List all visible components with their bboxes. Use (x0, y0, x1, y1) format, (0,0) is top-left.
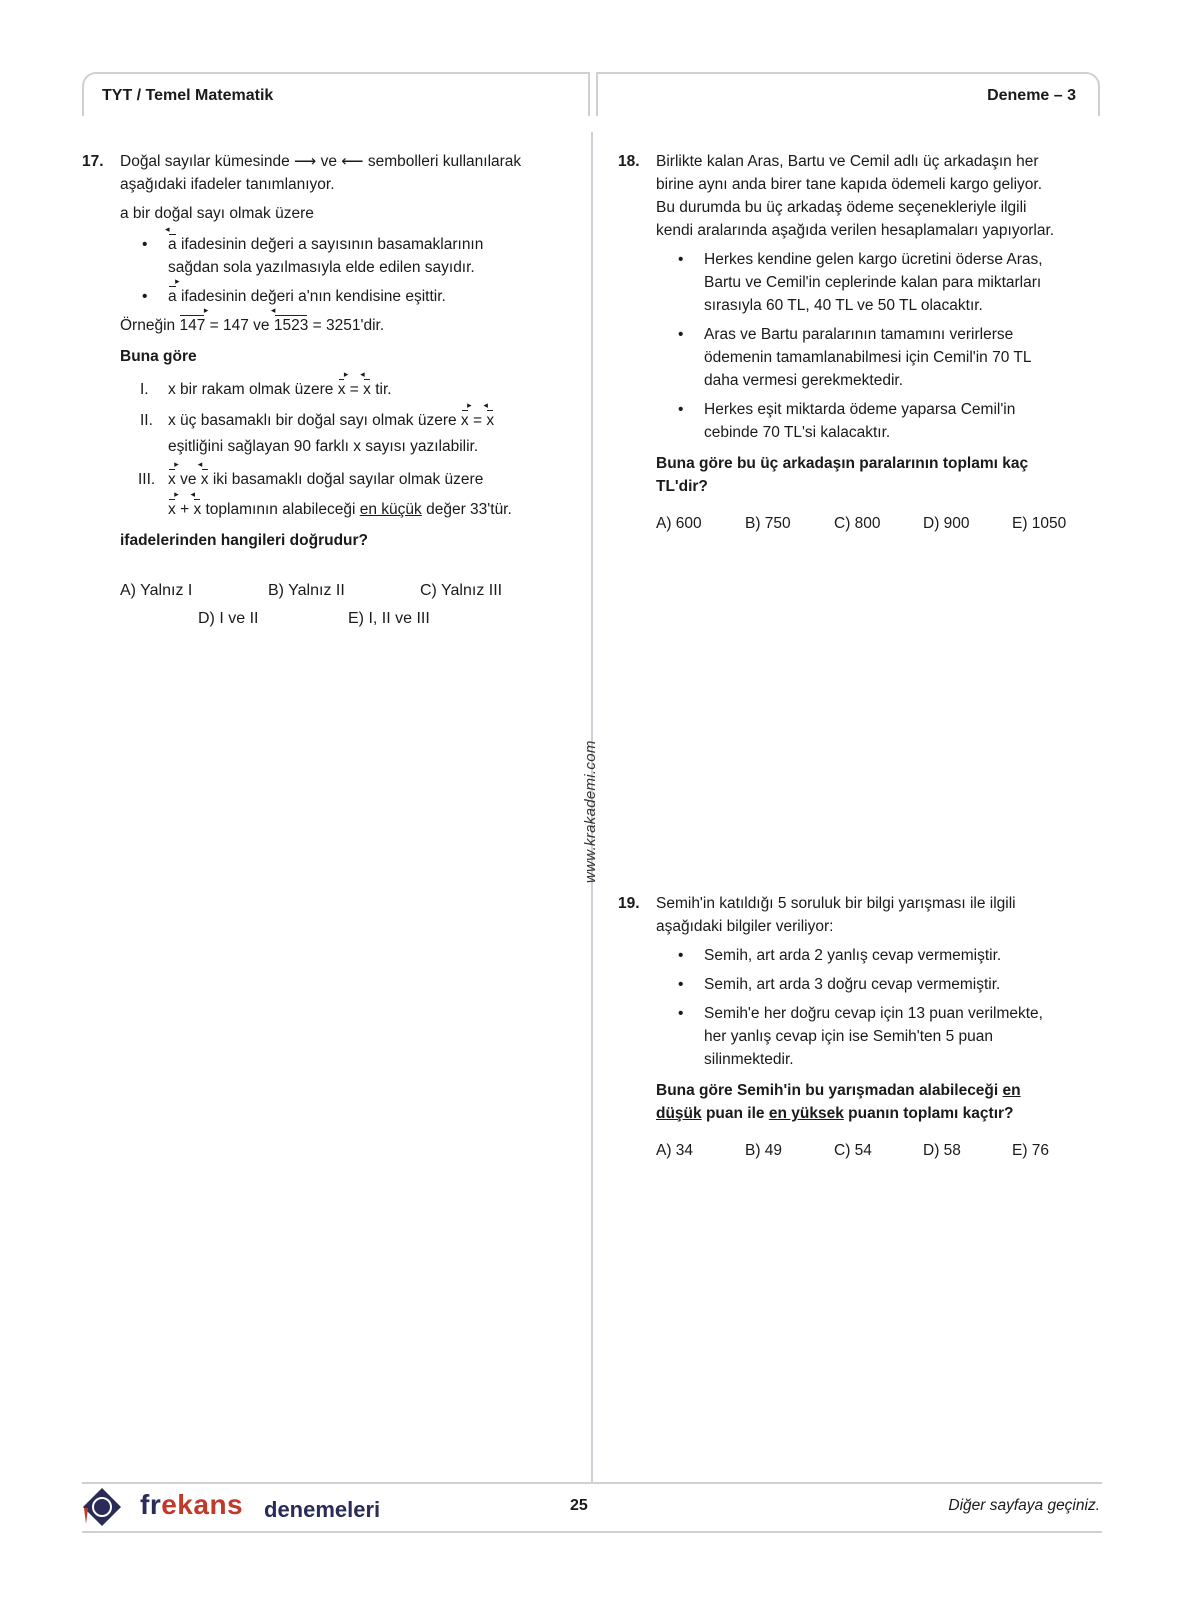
q18-options (656, 512, 1098, 538)
q19-options (656, 1139, 1098, 1165)
q18-bullet-3 (656, 398, 1098, 444)
q19-bullet-3 (656, 1002, 1098, 1071)
q17-example-mid: = 147 ve (209, 317, 270, 334)
brand-name (140, 1489, 243, 1521)
q17-intro-ve: ve (320, 153, 337, 170)
q18-option-b[interactable]: B) 750 (745, 515, 791, 532)
q19-q-underline-2: en yüksek (768, 1105, 844, 1122)
brand-name-a: fr (140, 1489, 162, 1520)
q17-example-n1: 147 ▸ (179, 314, 205, 337)
question-number: 19. (618, 895, 640, 912)
q18-p3: Bu durumda bu üç arkadaş ödeme seçenekleriyle ilgili (656, 199, 1027, 216)
q17-s3-x1: x ▸ (168, 468, 176, 491)
q19-option-e[interactable]: E) 76 (1012, 1142, 1050, 1159)
kr-diamond-icon (82, 1487, 122, 1527)
q18-p2: birine aynı anda birer tane kapıda ödemeli kargo geliyor. (656, 176, 1043, 193)
q18-b3-l1: • Herkes eşit miktarda ödeme yaparsa Cemil'in (704, 401, 1016, 418)
q17-statement-3 (120, 468, 582, 521)
q19-q-underline-1b: düşük (656, 1105, 702, 1122)
footer-rule-bottom (82, 1531, 1102, 1533)
q17-options-row-1 (120, 582, 580, 608)
question-number: 17. (82, 153, 104, 170)
q17-line3: a bir doğal sayı olmak üzere (120, 205, 314, 222)
q17-intro-b: sembolleri kullanılarak (367, 153, 522, 170)
q18-b2-l1: • Aras ve Bartu paralarının tamamını verirlerse (704, 326, 1014, 343)
q18-b2-l3: daha vermesi gerekmektedir. (704, 372, 904, 389)
header-subject: TYT / Temel Matematik (82, 72, 590, 116)
q17-bullet1-line2: sağdan sola yazılmasıyla elde edilen sayıdır. (168, 259, 475, 276)
q19-q-post: puanın toplamı kaçtır? (848, 1105, 1014, 1122)
q19-b1: Semih, art arda 2 yanlış cevap vermemiştir. (704, 947, 1002, 964)
q17-s3-x4: x ◂ (193, 498, 201, 521)
q17-statement-2 (120, 409, 582, 458)
roman-numeral: II. (140, 412, 153, 429)
q17-option-b[interactable]: B) Yalnız II (268, 582, 345, 599)
brand-name-b: ekans (161, 1489, 244, 1520)
q19-question-l1 (656, 1079, 1098, 1102)
q17-s1-eq: = (349, 381, 359, 398)
q17-s2-x1: x ▸ (461, 409, 469, 432)
q17-example-pre: Örneğin (120, 317, 176, 334)
q17-s1-post: tir. (375, 381, 392, 398)
q18-option-e[interactable]: E) 1050 (1012, 515, 1067, 532)
q18-p4: kendi aralarında aşağıda verilen hesaplamaları yapıyorlar. (656, 222, 1055, 239)
question-18 (618, 150, 1098, 538)
q19-b2: Semih, art arda 3 doğru cevap vermemiştir. (704, 976, 1001, 993)
question-number: 18. (618, 153, 640, 170)
q17-bullet2-text: ifadesinin değeri a'nın kendisine eşittir. (180, 288, 446, 305)
right-arrow-icon: ⟶ (294, 153, 317, 170)
q17-s3-pre: iki basamaklı doğal sayılar olmak üzere (212, 471, 484, 488)
q17-option-c[interactable]: C) Yalnız III (420, 582, 503, 599)
q18-option-a[interactable]: A) 600 (656, 515, 702, 532)
q17-intro-line2: aşağıdaki ifadeler tanımlanıyor. (120, 176, 335, 193)
q17-bullet-2 (120, 285, 582, 308)
q17-s1-pre: x bir rakam olmak üzere (168, 381, 334, 398)
q19-option-c[interactable]: C) 54 (834, 1142, 872, 1159)
q17-s3-underlined: en küçük (359, 501, 422, 518)
q17-s2-pre: x üç basamaklı bir doğal sayı olmak üzere (168, 412, 457, 429)
page-number: 25 (570, 1497, 588, 1514)
q17-bullet2-var: a ▸ (168, 285, 177, 308)
q17-option-d[interactable]: D) I ve II (198, 610, 259, 627)
q17-s1-x2: x ◂ (363, 378, 371, 401)
q17-example-n2: 1523 ◂ (274, 314, 308, 337)
left-arrow-icon: ⟵ (341, 153, 364, 170)
q17-option-a[interactable]: A) Yalnız I (120, 582, 193, 599)
q18-question-l2: TL'dir? (656, 478, 708, 495)
q19-option-b[interactable]: B) 49 (745, 1142, 783, 1159)
roman-numeral: I. (140, 381, 149, 398)
q18-option-c[interactable]: C) 800 (834, 515, 881, 532)
q18-b1-l2: Bartu ve Cemil'in ceplerinde kalan para miktarları (704, 274, 1042, 291)
q17-intro: Doğal sayılar kümesinde (120, 153, 290, 170)
q17-s1-x1: x ▸ (338, 378, 346, 401)
q19-p2: aşağıdaki bilgiler veriliyor: (656, 918, 834, 935)
q18-p1: Birlikte kalan Aras, Bartu ve Cemil adlı üç arkadaşın her (656, 153, 1039, 170)
header-exam-name: Deneme – 3 (596, 72, 1100, 116)
q19-b3-l2: her yanlış cevap için ise Semih'ten 5 puan (704, 1028, 994, 1045)
q17-s3-plus: + (180, 501, 190, 518)
question-19 (618, 892, 1098, 1165)
q17-bullet1-var: a ◂ (168, 233, 177, 256)
q18-option-d[interactable]: D) 900 (923, 515, 970, 532)
q19-bullet-1 (656, 944, 1098, 967)
q17-question: ifadelerinden hangileri doğrudur? (120, 532, 369, 549)
next-page-note: Diğer sayfaya geçiniz. (948, 1497, 1100, 1514)
q17-s3-mid: toplamının alabileceği (205, 501, 356, 518)
brand-subtitle: denemeleri (264, 1497, 381, 1522)
q19-q-mid: puan ile (705, 1105, 765, 1122)
q17-statement-1 (120, 378, 582, 401)
q17-s3-ve: ve (180, 471, 197, 488)
q17-s3-x2: x ◂ (201, 468, 209, 491)
footer-rule-top (82, 1482, 1102, 1484)
q19-b3-l3: silinmektedir. (704, 1051, 794, 1068)
q17-option-e[interactable]: E) I, II ve III (348, 610, 430, 627)
q19-option-d[interactable]: D) 58 (923, 1142, 961, 1159)
q17-s2-eq: = (472, 412, 483, 429)
q19-p1: Semih'in katıldığı 5 soruluk bir bilgi yarışması ile ilgili (656, 895, 1016, 912)
q17-bullet-1 (120, 233, 582, 279)
q19-option-a[interactable]: A) 34 (656, 1142, 694, 1159)
q17-s2-x2: x ◂ (486, 409, 494, 432)
q18-b1-l3: sırasıyla 60 TL, 40 TL ve 50 TL olacaktır. (704, 297, 983, 314)
q18-bullet-1 (656, 248, 1098, 317)
q17-s3-post: değer 33'tür. (426, 501, 512, 518)
q19-q-pre: Buna göre Semih'in bu yarışmadan alabileceği (656, 1082, 999, 1099)
q18-b2-l2: ödemenin tamamlanabilmesi için Cemil'in 70 TL (704, 349, 1032, 366)
q17-bullet1-text: ifadesinin değeri a sayısının basamaklarının (180, 236, 484, 253)
q18-b1-l1: • Herkes kendine gelen kargo ücretini öderse Aras, (704, 251, 1043, 268)
q18-bullet-2 (656, 323, 1098, 392)
q19-q-underline-1a: en (1002, 1082, 1021, 1099)
watermark-url: www.krakademi.com (582, 740, 599, 883)
q17-example (120, 314, 582, 337)
q17-example-post: = 3251'dir. (312, 317, 385, 334)
q19-bullet-2 (656, 973, 1098, 996)
q19-question-l2 (656, 1102, 1098, 1125)
q17-s3-x3: x ▸ (168, 498, 176, 521)
q17-lead: Buna göre (120, 348, 197, 365)
q18-question-l1: Buna göre bu üç arkadaşın paralarının toplamı kaç (656, 455, 1029, 472)
q19-b3-l1: • Semih'e her doğru cevap için 13 puan verilmekte, (704, 1005, 1043, 1022)
question-17 (82, 150, 582, 552)
q18-b3-l2: cebinde 70 TL'si kalacaktır. (704, 424, 891, 441)
q17-s2-line2: eşitliğini sağlayan 90 farklı x sayısı yazılabilir. (168, 438, 479, 455)
q17-options-row-2 (198, 610, 578, 636)
roman-numeral: III. (138, 471, 156, 488)
